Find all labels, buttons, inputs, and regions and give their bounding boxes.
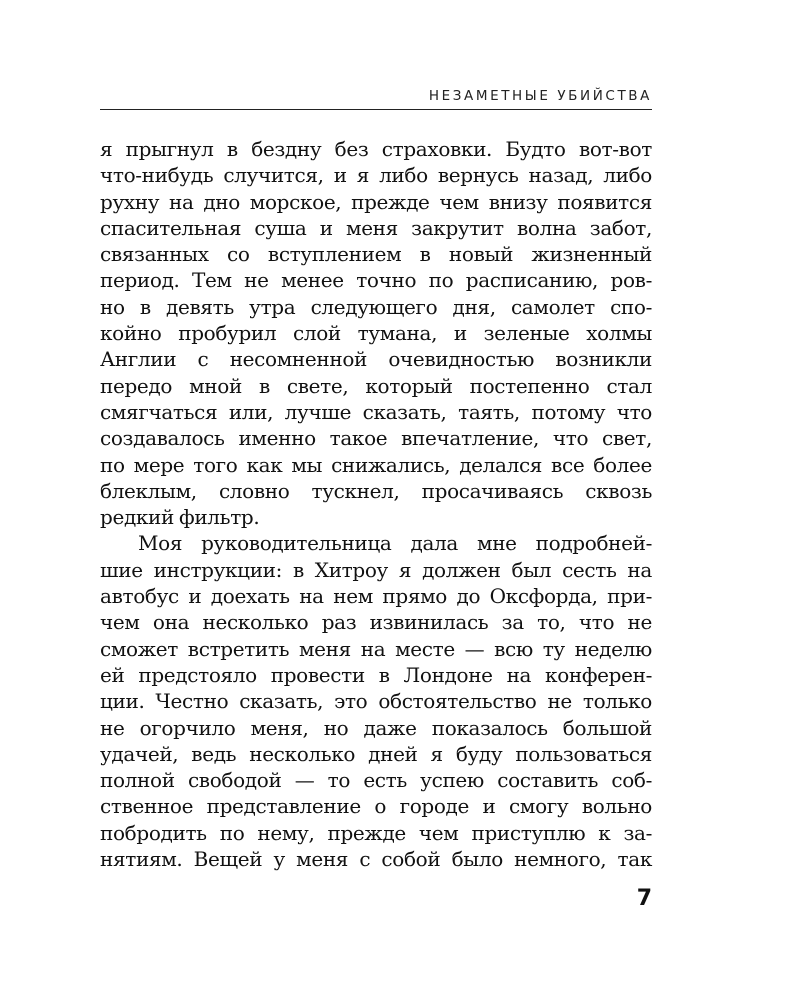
text-line: период. Тем не менее точно по расписанию, ров- bbox=[100, 268, 652, 293]
text-line: побродить по нему, прежде чем приступлю к за- bbox=[100, 820, 652, 845]
text-line: не огорчило меня, но даже показалось большой bbox=[100, 715, 652, 740]
text-line: смягчаться или, лучше сказать, таять, потому что bbox=[100, 399, 652, 424]
text-line: койно пробурил слой тумана, и зеленые холмы bbox=[100, 321, 652, 346]
text-line: ции. Честно сказать, это обстоятельство не только bbox=[100, 689, 652, 714]
text-line: чем она несколько раз извинилась за то, что не bbox=[100, 610, 652, 635]
text-line: Моя руководительница дала мне подробней- bbox=[138, 531, 652, 556]
text-line: сможет встретить меня на месте — всю ту неделю bbox=[100, 636, 652, 661]
text-line: полной свободой — то есть успею составить соб- bbox=[100, 768, 652, 793]
text-line: создавалось именно такое впечатление, что свет, bbox=[100, 426, 652, 451]
text-line: рухну на дно морское, прежде чем внизу появится bbox=[100, 189, 652, 214]
text-line: передо мной в свете, который постепенно стал bbox=[100, 373, 652, 398]
text-line: Англии с несомненной очевидностью возникли bbox=[100, 347, 652, 372]
text-line: по мере того как мы снижались, делался все более bbox=[100, 452, 652, 477]
text-line: удачей, ведь несколько дней я буду пользоваться bbox=[100, 741, 652, 766]
text-line: нятиям. Вещей у меня с собой было немного, так bbox=[100, 847, 652, 872]
body-text bbox=[100, 136, 652, 872]
text-line: спасительная суша и меня закрутит волна забот, bbox=[100, 215, 652, 240]
text-line: редкий фильтр. bbox=[100, 505, 260, 530]
text-line: ственное представление о городе и смогу вольно bbox=[100, 794, 652, 819]
text-line: блеклым, словно тускнел, просачиваясь сквозь bbox=[100, 478, 652, 503]
text-line: я прыгнул в бездну без страховки. Будто вот-вот bbox=[100, 137, 652, 161]
text-line: связанных со вступлением в новый жизненный bbox=[100, 242, 652, 267]
text-line: шие инструкции: в Хитроу я должен был сесть на bbox=[100, 557, 652, 582]
text-line: автобус и доехать на нем прямо до Оксфорда, при- bbox=[100, 584, 652, 609]
header-rule bbox=[100, 109, 652, 110]
text-line: что-нибудь случится, и я либо вернусь назад, либо bbox=[100, 163, 652, 188]
running-head: НЕЗАМЕТНЫЕ УБИЙСТВА bbox=[428, 88, 652, 104]
page-number: 7 bbox=[636, 886, 652, 911]
text-line: ей предстояло провести в Лондоне на конферен- bbox=[100, 662, 652, 687]
text-line: но в девять утра следующего дня, самолет спо- bbox=[100, 294, 652, 319]
